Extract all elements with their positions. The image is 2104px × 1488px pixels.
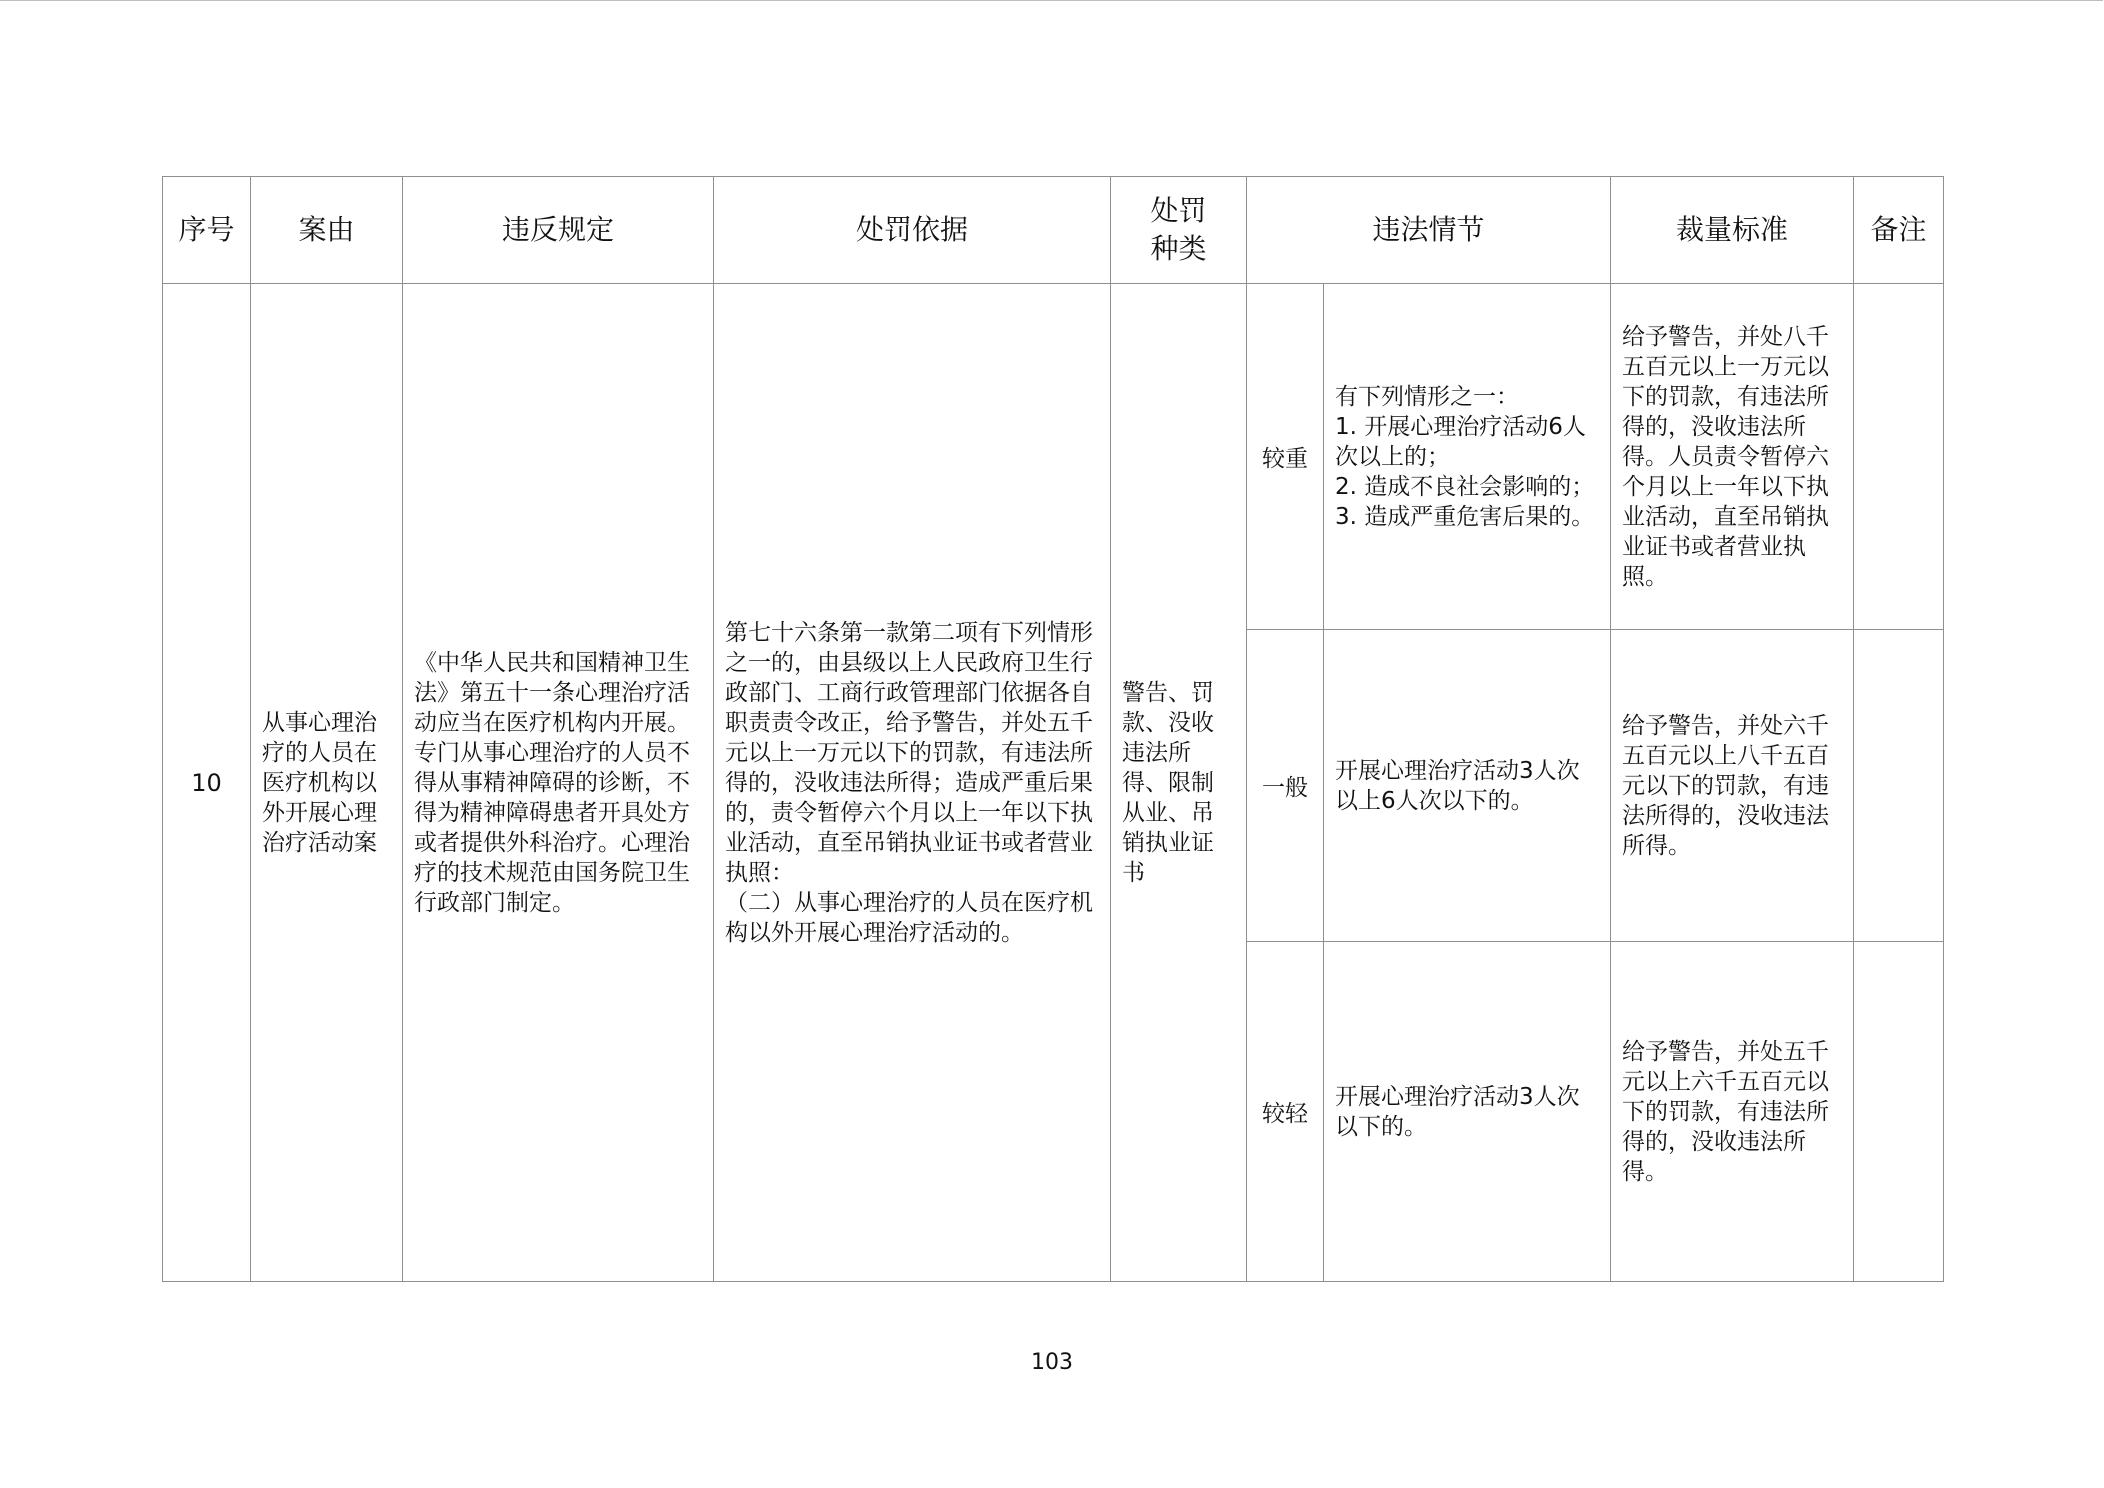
standard-severe-cell	[1611, 284, 1854, 630]
header-circumstances: 违法情节	[1247, 177, 1611, 284]
basis-text: 第七十六条第一款第二项有下列情形之一的，由县级以上人民政府卫生行政部门、工商行政管理部门依据各自职责责令改正，给予警告，并处五千元以上一万元以下的罚款，有违法所得的，没收违法所得；造成严重后果的，责令暂停六个月以上一年以下执业活动，直至吊销执业证书或者营业执照： （二）从事心理治疗的人员在医疗机构以外开展心理治疗活动的。	[725, 619, 1093, 946]
page-top-border	[0, 0, 2103, 1]
basis-cell	[714, 284, 1111, 1282]
page-number: 103	[1031, 1350, 1073, 1375]
circumstance-general-cell	[1324, 630, 1611, 942]
penalty-type-cell	[1111, 284, 1247, 1282]
case-text: 从事心理治疗的人员在医疗机构以外开展心理治疗活动案	[262, 709, 377, 856]
remark-general-cell	[1854, 630, 1944, 942]
header-row	[163, 177, 1944, 284]
header-standard: 裁量标准	[1611, 177, 1854, 284]
violation-text: 《中华人民共和国精神卫生法》第五十一条心理治疗活动应当在医疗机构内开展。专门从事心理治疗的人员不得从事精神障碍的诊断，不得为精神障碍患者开具处方或者提供外科治疗。心理治疗的技术规范由国务院卫生行政部门制定。	[414, 649, 690, 916]
standard-general-text: 给予警告，并处六千五百元以上八千五百元以下的罚款，有违法所得的，没收违法所得。	[1622, 712, 1830, 859]
remark-severe-cell	[1854, 284, 1944, 630]
circumstance-minor-text: 开展心理治疗活动3人次以下的。	[1335, 1083, 1580, 1140]
remark-minor-cell	[1854, 942, 1944, 1282]
table-row	[163, 284, 1944, 630]
circumstance-severe-text: 有下列情形之一： 1. 开展心理治疗活动6人次以上的； 2. 造成不良社会影响的； 3. 造成严重危害后果的。	[1335, 383, 1595, 530]
level-general: 一般	[1247, 630, 1324, 942]
standard-general-cell	[1611, 630, 1854, 942]
circumstance-severe-cell	[1324, 284, 1611, 630]
level-minor: 较轻	[1247, 942, 1324, 1282]
header-basis: 处罚依据	[714, 177, 1111, 284]
violation-cell	[403, 284, 714, 1282]
circumstance-general-text: 开展心理治疗活动3人次以上6人次以下的。	[1335, 757, 1580, 814]
header-seq: 序号	[163, 177, 251, 284]
circumstance-minor-cell	[1324, 942, 1611, 1282]
header-penalty-type: 处罚 种类	[1111, 177, 1247, 284]
seq-cell: 10	[163, 284, 251, 1282]
header-violation: 违反规定	[403, 177, 714, 284]
penalty-discretion-table	[162, 176, 1944, 1282]
standard-severe-text: 给予警告，并处八千五百元以上一万元以下的罚款，有违法所得的，没收违法所得。人员责令暂停六个月以上一年以下执业活动，直至吊销执业证书或者营业执照。	[1622, 323, 1830, 590]
header-remarks: 备注	[1854, 177, 1944, 284]
level-severe: 较重	[1247, 284, 1324, 630]
header-case: 案由	[251, 177, 403, 284]
case-cell	[251, 284, 403, 1282]
penalty-type-text: 警告、罚款、没收违法所得、限制从业、吊销执业证书	[1122, 679, 1214, 886]
standard-minor-cell	[1611, 942, 1854, 1282]
standard-minor-text: 给予警告，并处五千元以上六千五百元以下的罚款，有违法所得的，没收违法所得。	[1622, 1038, 1830, 1185]
